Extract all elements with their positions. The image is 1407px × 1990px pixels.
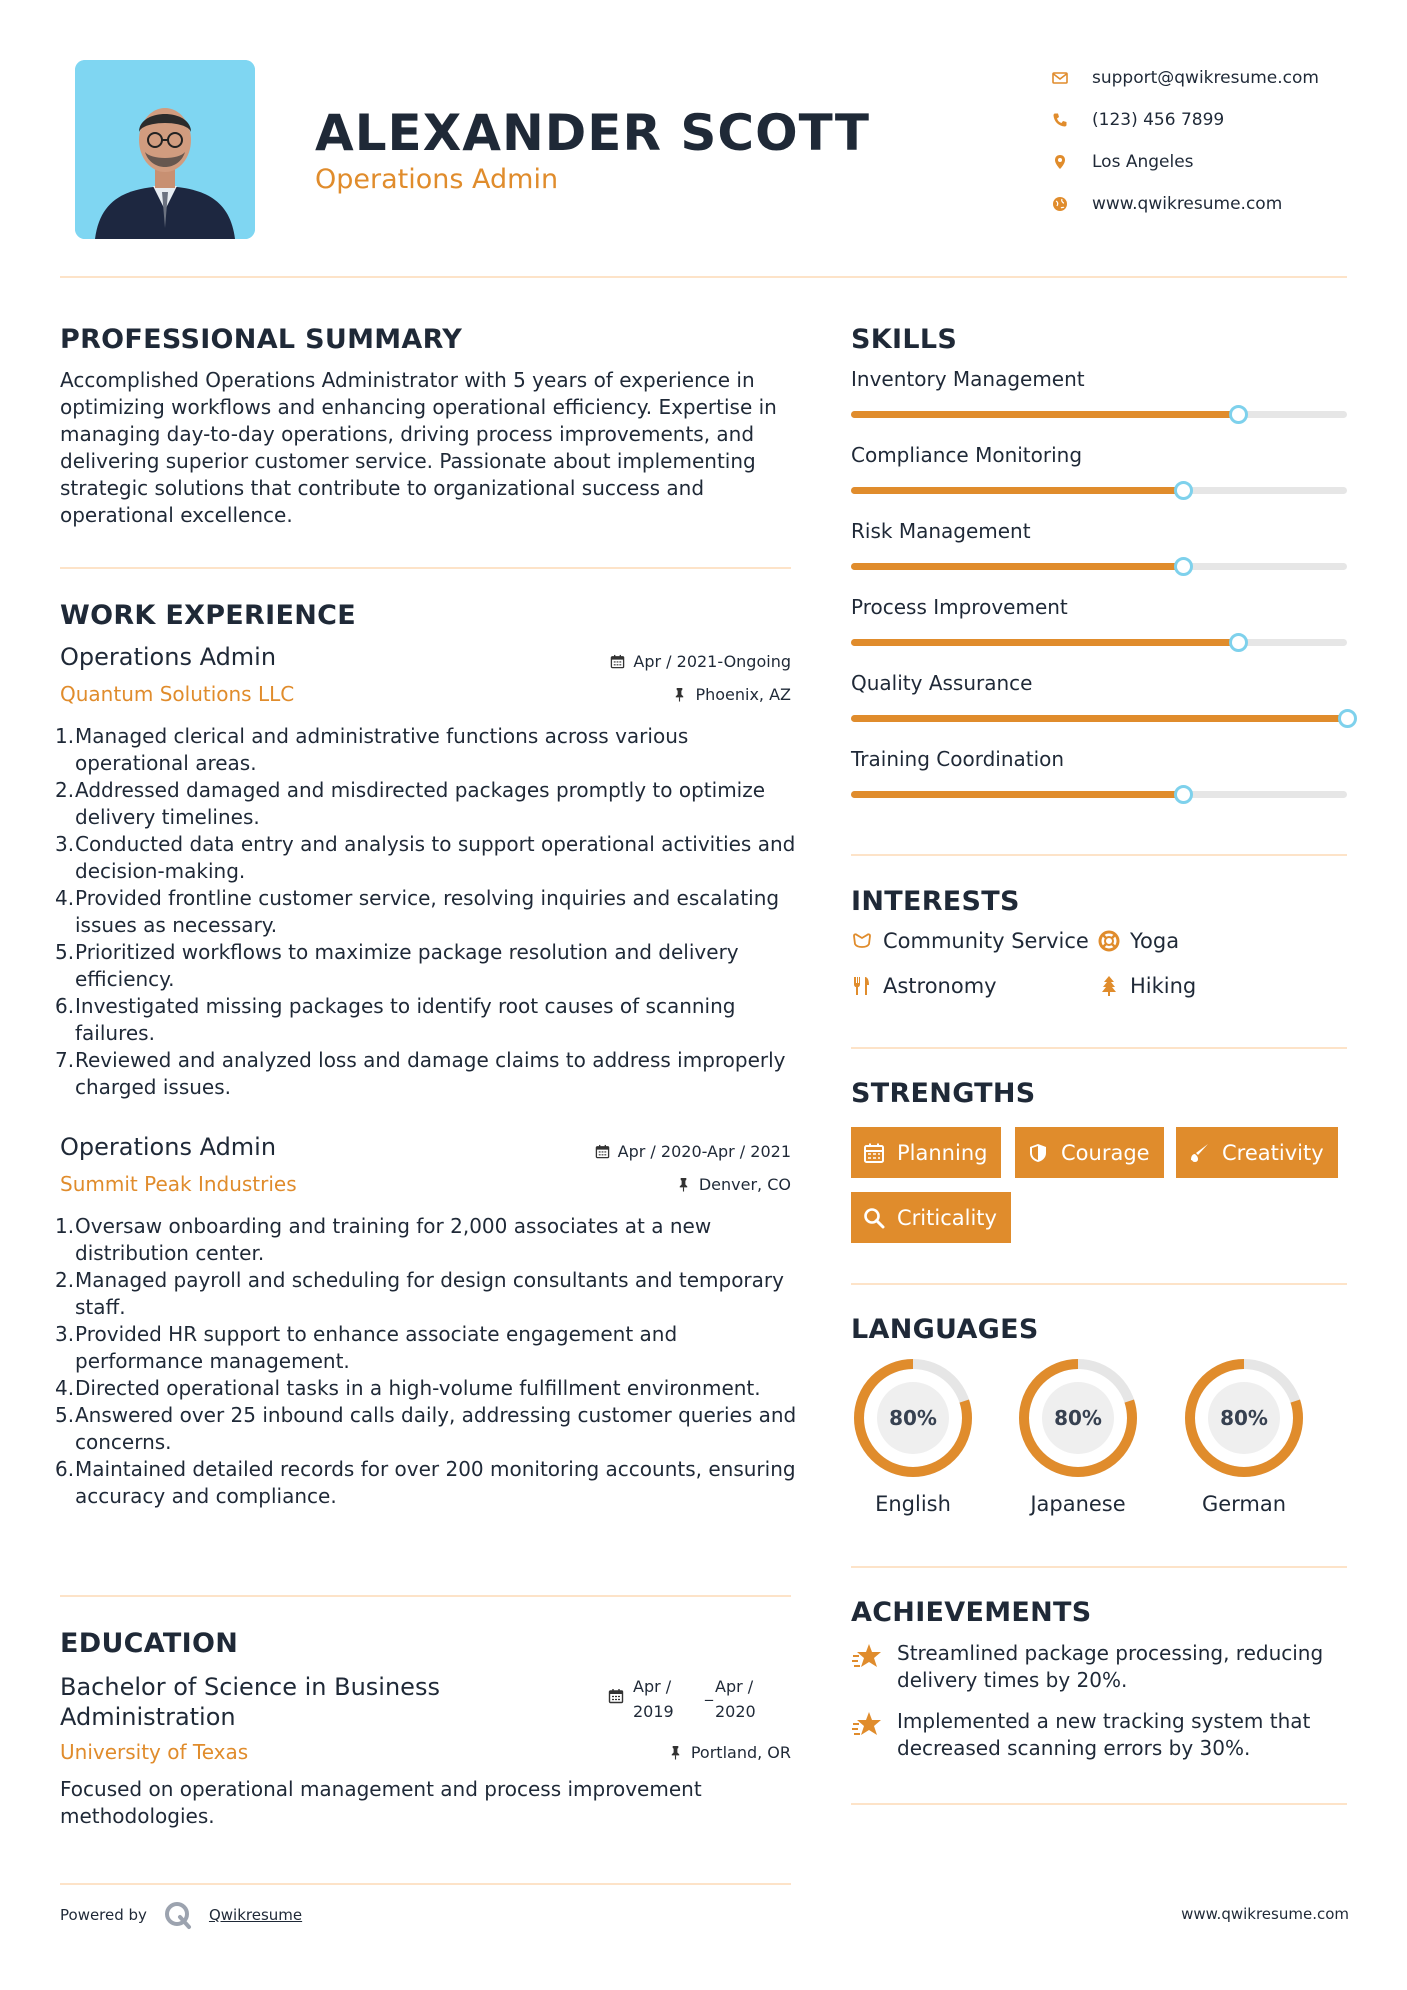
contact-website-text: www.qwikresume.com	[1092, 194, 1283, 214]
contact-email-text: support@qwikresume.com	[1092, 68, 1319, 88]
person-portrait-icon	[75, 60, 255, 239]
skill-track	[851, 411, 1347, 418]
list-item: 7. Reviewed and analyzed loss and damage claims to address improperly charged issues.	[55, 1048, 786, 1099]
pushpin-icon	[676, 1177, 691, 1192]
skill-fill	[851, 715, 1347, 722]
education-degree	[60, 1672, 440, 1732]
qwikresume-logo-icon	[163, 1900, 193, 1930]
achievements-divider	[851, 1803, 1347, 1805]
contact-location	[1052, 141, 1382, 183]
list-item: 6. Investigated missing packages to identify root causes of scanning failures.	[55, 994, 736, 1045]
education-start-date: Apr / 2019	[633, 1677, 674, 1721]
interest-label: Yoga	[1130, 929, 1180, 953]
language-name: English	[875, 1492, 951, 1516]
job-2-title: Operations Admin	[60, 1133, 277, 1161]
language-item	[851, 1356, 975, 1516]
skill-item	[851, 519, 1347, 595]
interest-community-service	[851, 929, 1089, 953]
skills-divider	[851, 854, 1347, 856]
footer-website[interactable]: www.qwikresume.com	[1181, 1905, 1349, 1923]
interest-hiking	[1098, 974, 1196, 998]
interests-heading: INTERESTS	[851, 886, 1020, 917]
skill-item	[851, 671, 1347, 747]
utensils-icon	[851, 975, 873, 997]
candidate-name: ALEXANDER SCOTT	[315, 104, 870, 162]
globe-icon	[1052, 196, 1092, 212]
candidate-title: Operations Admin	[315, 164, 559, 195]
calendar-icon	[863, 1142, 885, 1164]
powered-by-label: Powered by	[60, 1906, 147, 1924]
skill-label: Quality Assurance	[851, 671, 1033, 695]
skill-fill	[851, 563, 1183, 570]
interest-astronomy	[851, 974, 997, 998]
job-1-bullets	[55, 723, 800, 1101]
interest-label: Astronomy	[883, 974, 997, 998]
skill-track	[851, 715, 1347, 722]
job-2-bullets	[55, 1213, 800, 1510]
skill-track	[851, 563, 1347, 570]
skill-level-knob	[1338, 709, 1357, 728]
education-school: University of Texas	[60, 1740, 249, 1764]
list-item: 6. Maintained detailed records for over 200 monitoring accounts, ensuring accuracy and compliance.	[55, 1457, 796, 1508]
list-item: 5. Prioritized workflows to maximize package resolution and delivery efficiency.	[55, 940, 739, 991]
language-percent-label: 80%	[1220, 1406, 1268, 1430]
skill-level-knob	[1174, 785, 1193, 804]
job-1-title: Operations Admin	[60, 643, 277, 671]
profile-photo	[75, 60, 255, 239]
job-2-location-text: Denver, CO	[698, 1175, 791, 1194]
list-item: 4. Directed operational tasks in a high-volume fulfillment environment.	[55, 1376, 761, 1400]
footer-powered-by	[60, 1900, 302, 1930]
work-divider	[60, 1595, 791, 1597]
language-name: German	[1201, 1492, 1287, 1516]
languages-divider	[851, 1566, 1347, 1568]
phone-icon	[1052, 112, 1092, 128]
strength-chip-courage	[1015, 1127, 1164, 1178]
language-item	[1016, 1356, 1140, 1516]
summary-divider	[60, 567, 791, 569]
interest-label: Hiking	[1130, 974, 1197, 998]
education-end-date: Apr / 2020	[715, 1677, 756, 1721]
education-description: Focused on operational management and process improvement methodologies.	[60, 1777, 702, 1828]
language-donut	[851, 1356, 975, 1480]
list-item: 2. Addressed damaged and misdirected packages promptly to optimize delivery timelines.	[55, 778, 766, 829]
interest-yoga	[1098, 929, 1179, 953]
interests-divider	[851, 1047, 1347, 1049]
star-badge-icon	[851, 1710, 883, 1740]
strength-label: Courage	[1061, 1140, 1150, 1165]
skill-fill	[851, 791, 1183, 798]
skill-label: Inventory Management	[851, 367, 1085, 391]
calendar-icon	[610, 654, 625, 669]
contact-email[interactable]	[1052, 57, 1382, 99]
strengths-heading: STRENGTHS	[851, 1078, 1036, 1109]
calendar-icon	[595, 1144, 610, 1159]
strength-chip-planning	[851, 1127, 1001, 1178]
skill-label: Training Coordination	[851, 747, 1065, 771]
education-divider	[60, 1883, 791, 1885]
strength-label: Planning	[897, 1140, 988, 1165]
achievement-item	[851, 1640, 1351, 1694]
summary-text: Accomplished Operations Administrator with 5 years of experience in optimizing workflows and enhancing operational efficiency. Expertise in managing day-to-day operations, driving process improvements, and delivering superior customer service. Passionate about implementing strategic solutions that contribute to organizational success and operational excellence.	[60, 368, 777, 527]
brush-icon	[1188, 1142, 1210, 1164]
skill-level-knob	[1174, 481, 1193, 500]
education-location	[560, 1743, 791, 1762]
qwikresume-link[interactable]: Qwikresume	[208, 1906, 303, 1924]
contact-block	[1052, 57, 1382, 225]
skill-item	[851, 367, 1347, 443]
languages-heading: LANGUAGES	[851, 1314, 1039, 1345]
job-1-company: Quantum Solutions LLC	[60, 682, 295, 706]
envelope-icon	[1052, 70, 1092, 86]
skill-fill	[851, 639, 1238, 646]
job-2-company: Summit Peak Industries	[60, 1172, 297, 1196]
header-divider	[60, 276, 1347, 278]
strength-label: Creativity	[1222, 1140, 1324, 1165]
strength-label: Criticality	[897, 1205, 997, 1230]
shield-icon	[1027, 1142, 1049, 1164]
job-1-location	[560, 685, 791, 704]
search-icon	[863, 1207, 885, 1229]
pushpin-icon	[668, 1745, 683, 1760]
achievements-heading: ACHIEVEMENTS	[851, 1597, 1092, 1628]
skill-label: Risk Management	[851, 519, 1031, 543]
skill-level-knob	[1229, 405, 1248, 424]
strengths-divider	[851, 1283, 1347, 1285]
achievement-text: Streamlined package processing, reducing delivery times by 20%.	[897, 1641, 1324, 1692]
skill-item	[851, 595, 1347, 671]
skill-track	[851, 487, 1347, 494]
skill-label: Compliance Monitoring	[851, 443, 1083, 467]
list-item: 3. Provided HR support to enhance associate engagement and performance management.	[55, 1322, 678, 1373]
summary-heading: PROFESSIONAL SUMMARY	[60, 324, 463, 355]
language-percent-label: 80%	[1054, 1406, 1102, 1430]
achievement-item	[851, 1708, 1351, 1762]
strength-chip-creativity	[1176, 1127, 1338, 1178]
language-donut	[1182, 1356, 1306, 1480]
list-item: 1. Managed clerical and administrative functions across various operational areas.	[55, 724, 689, 775]
contact-website[interactable]	[1052, 183, 1382, 225]
job-1-dates-text: Apr / 2021-Ongoing	[633, 652, 791, 671]
education-location-text: Portland, OR	[690, 1743, 791, 1762]
interest-label: Community Service	[883, 929, 1089, 953]
pushpin-icon	[672, 687, 687, 702]
skill-fill	[851, 487, 1183, 494]
list-item: 5. Answered over 25 inbound calls daily, addressing customer queries and concerns.	[55, 1403, 797, 1454]
job-2-dates-text: Apr / 2020-Apr / 2021	[617, 1142, 791, 1161]
job-1-dates	[560, 652, 791, 671]
education-degree-line-2: Administration	[60, 1703, 236, 1731]
achievement-text: Implemented a new tracking system that decreased scanning errors by 30%.	[897, 1709, 1311, 1760]
language-percent-label: 80%	[889, 1406, 937, 1430]
list-item: 1. Oversaw onboarding and training for 2,000 associates at a new distribution center.	[55, 1214, 712, 1265]
work-heading: WORK EXPERIENCE	[60, 600, 356, 631]
education-degree-line-1: Bachelor of Science in Business	[60, 1673, 440, 1701]
contact-phone-text: (123) 456 7899	[1092, 110, 1225, 130]
contact-location-text: Los Angeles	[1092, 152, 1194, 172]
skill-track	[851, 639, 1347, 646]
life-ring-icon	[1098, 930, 1120, 952]
job-1-location-text: Phoenix, AZ	[695, 685, 791, 704]
list-item: 4. Provided frontline customer service, resolving inquiries and escalating issues as necessary.	[55, 886, 780, 937]
list-item: 3. Conducted data entry and analysis to support operational activities and decision-making.	[55, 832, 796, 883]
language-donut	[1016, 1356, 1140, 1480]
skill-level-knob	[1174, 557, 1193, 576]
skill-track	[851, 791, 1347, 798]
language-item	[1182, 1356, 1306, 1516]
language-name: Japanese	[1030, 1492, 1126, 1516]
map-pin-icon	[1052, 154, 1092, 170]
skill-label: Process Improvement	[851, 595, 1068, 619]
skill-item	[851, 443, 1347, 519]
job-2-dates	[540, 1142, 791, 1161]
community-service-icon	[851, 930, 873, 952]
education-heading: EDUCATION	[60, 1628, 239, 1659]
tree-icon	[1098, 975, 1120, 997]
skill-item	[851, 747, 1347, 823]
skill-level-knob	[1229, 633, 1248, 652]
list-item: 2. Managed payroll and scheduling for design consultants and temporary staff.	[55, 1268, 784, 1319]
star-badge-icon	[851, 1642, 883, 1672]
job-2-location	[560, 1175, 791, 1194]
contact-phone[interactable]	[1052, 99, 1382, 141]
strength-chip-criticality	[851, 1192, 1011, 1243]
date-separator: _	[705, 1682, 713, 1701]
skills-heading: SKILLS	[851, 324, 958, 355]
skill-fill	[851, 411, 1238, 418]
calendar-icon	[608, 1688, 624, 1704]
